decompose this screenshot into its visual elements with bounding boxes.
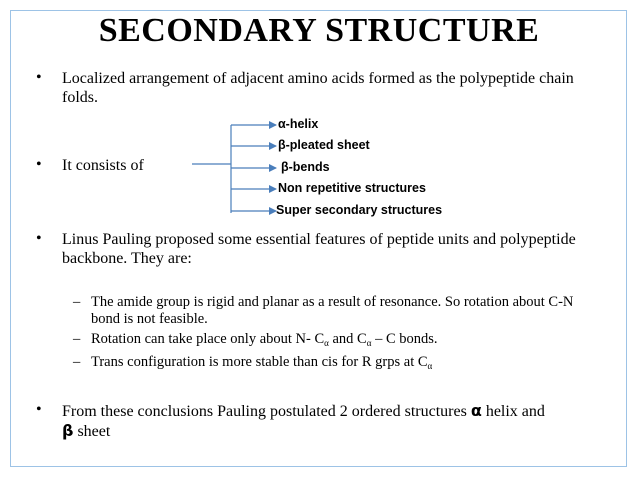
branch-super-secondary: Super secondary structures — [276, 203, 443, 217]
branch-non-repetitive: Non repetitive structures — [278, 181, 426, 195]
bullet-marker: • — [36, 230, 42, 247]
branch-alpha-helix: α-helix — [278, 117, 319, 131]
dash-marker: – — [73, 294, 81, 310]
bullet-marker: • — [36, 156, 42, 173]
dash-marker: – — [73, 331, 81, 347]
bullet-linus-pauling: Linus Pauling proposed some essential features of peptide units and polypeptide backbone. They are: — [62, 231, 576, 267]
bullet-marker: • — [36, 69, 42, 86]
slide-title: SECONDARY STRUCTURE — [98, 12, 540, 49]
bullet-consists-of: It consists of — [62, 157, 144, 174]
bullet-localized-arrangement: Localized arrangement of adjacent amino acids formed as the polypeptide chain folds. — [62, 70, 574, 106]
bullet-marker: • — [36, 401, 42, 418]
dash-marker: – — [73, 354, 81, 370]
bullet-pauling-conclusions: From these conclusions Pauling postulated 2 ordered structures α helix and β sheet — [62, 401, 545, 440]
branch-beta-pleated-sheet: β-pleated sheet — [278, 138, 370, 152]
branch-beta-bends: β-bends — [281, 160, 330, 174]
subpoint-amide-group: The amide group is rigid and planar as a result of resonance. So rotation about C-N bond is not feasible. — [91, 294, 574, 327]
subpoint-trans-configuration: Trans configuration is more stable than cis for R grps at $C_\alpha$ — [91, 354, 433, 371]
subpoint-rotation: Rotation can take place only about N- $C_\alpha$ and $C_\alpha$ – C bonds. — [91, 331, 438, 348]
